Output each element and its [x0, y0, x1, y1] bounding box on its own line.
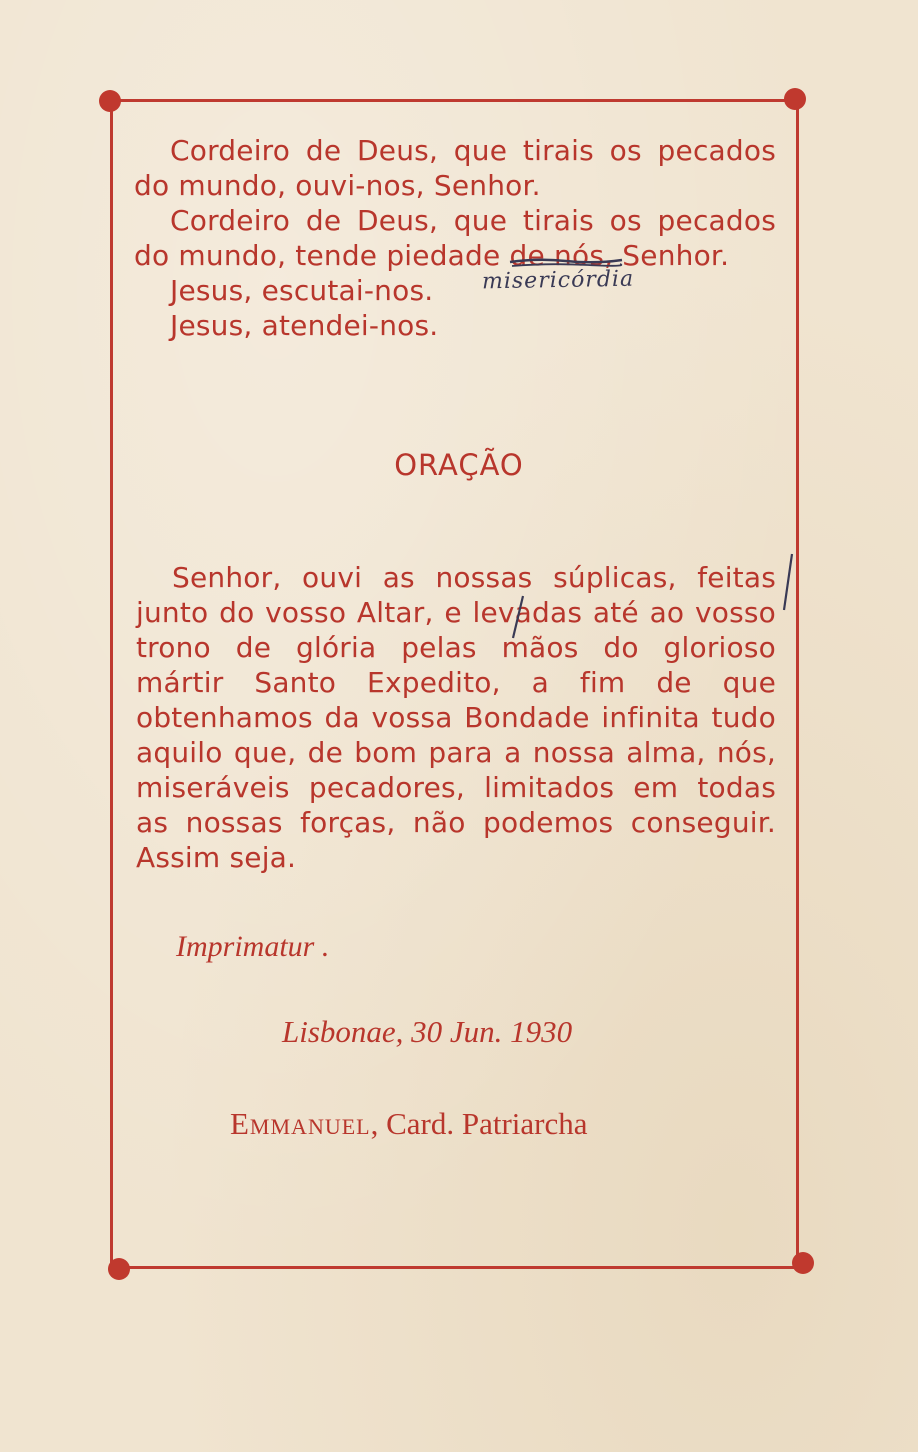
imprimatur-date: Lisbonae, 30 Jun. 1930: [282, 1014, 573, 1049]
litany-line-2: Cordeiro de Deus, que tirais os pecados do mundo, tende piedade de nós, Senhor.: [134, 204, 776, 272]
litany-line-4: Jesus, atendei-nos.: [170, 309, 439, 342]
imprimatur: Imprimatur .: [176, 930, 330, 963]
section-heading: ORAÇÃO: [394, 448, 524, 482]
border-right-rule: [796, 102, 799, 1266]
prayer-block: [136, 560, 776, 875]
corner-dot-top-right: [784, 88, 806, 110]
border-left-rule: [110, 102, 113, 1266]
signature: [230, 1106, 588, 1142]
signature-title: , Card. Patriarcha: [370, 1106, 588, 1141]
pencil-mark-right: [778, 552, 798, 612]
signature-name: Emmanuel: [230, 1106, 371, 1141]
handwritten-correction: misericórdia: [481, 266, 635, 295]
litany-line-3: Jesus, escutai-nos.: [170, 274, 434, 307]
litany-block: [134, 133, 776, 343]
border-bottom-rule: [118, 1266, 804, 1269]
corner-dot-bottom-right: [792, 1252, 814, 1274]
corner-dot-top-left: [99, 90, 121, 112]
litany-line-1: Cordeiro de Deus, que tirais os pecados do mundo, ouvi-nos, Senhor.: [134, 134, 776, 202]
prayer-text: Senhor, ouvi as nossas súplicas, feitas junto do vosso Altar, e levadas até ao vosso trono de glória pelas mãos do glorioso mártir Santo Expedito, a fim de que obtenhamos da vossa Bondade infinita tudo aquilo que, de bom para a nossa alma, nós, miseráveis pecadores, limitados em todas as nossas forças, não podemos conseguir. Assim seja.: [136, 561, 776, 874]
border-top-rule: [110, 99, 796, 102]
corner-dot-bottom-left: [108, 1258, 130, 1280]
